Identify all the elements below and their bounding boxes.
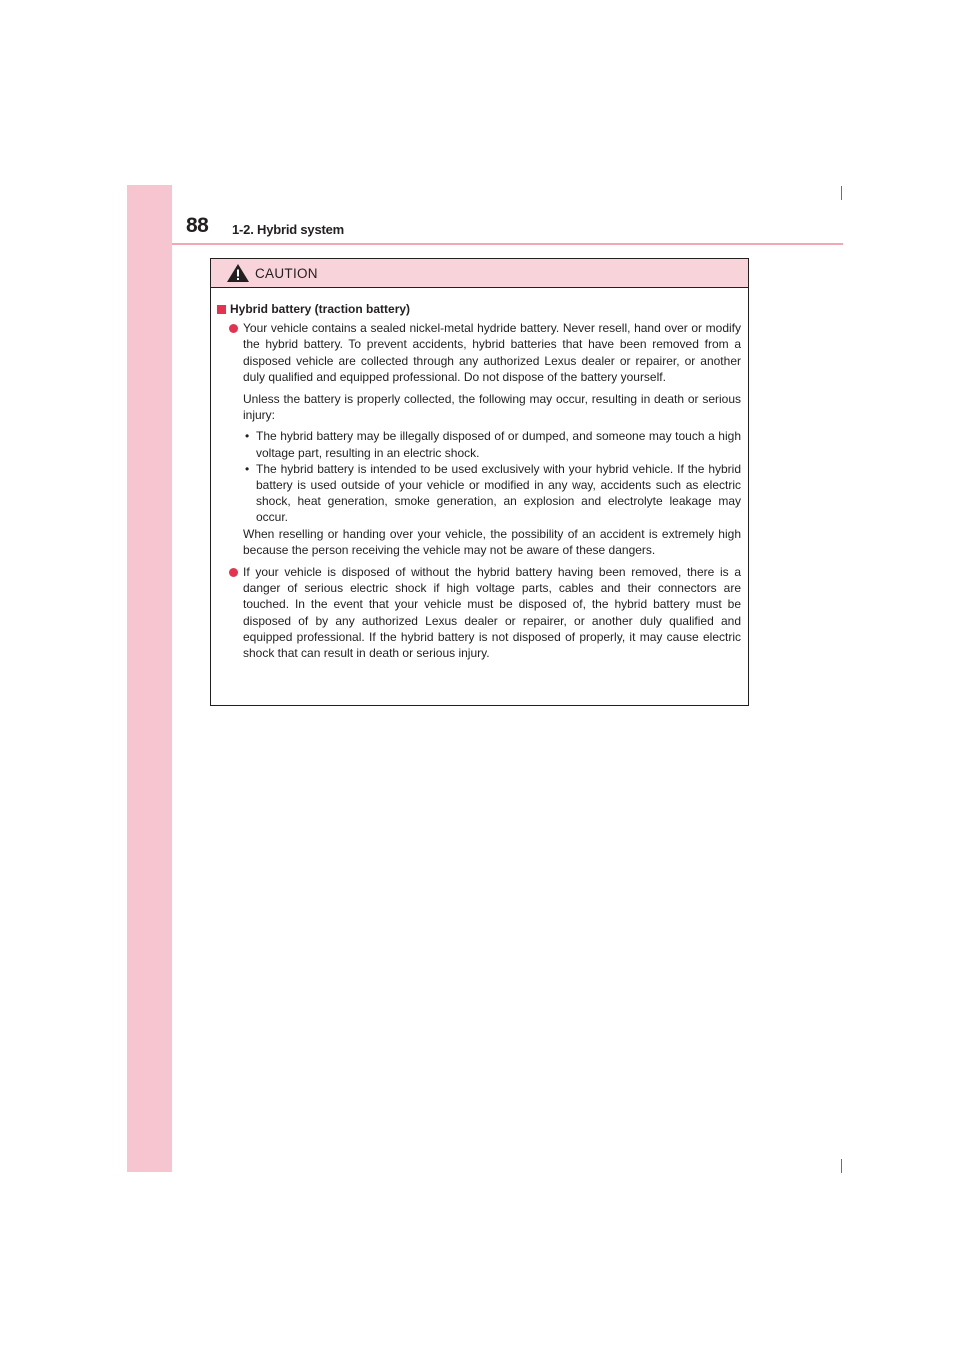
page-number: 88 — [186, 214, 209, 237]
square-bullet-icon — [217, 305, 226, 314]
warning-triangle-icon — [226, 263, 250, 283]
header-rule — [172, 243, 843, 245]
caution-body — [211, 288, 748, 661]
sub-list-item — [243, 428, 741, 460]
crop-mark-bottom-right — [841, 1159, 842, 1173]
bullet-1-text: Your vehicle contains a sealed nickel-metal hydride battery. Never resell, hand over or modify the hybrid battery. To prevent accidents, hybrid batteries that have been removed from a disposed vehicle are collected through any authorized Lexus dealer or repairer, or another duly qualified and equipped professional. Do not dispose of the battery yourself. — [243, 321, 741, 384]
side-tab-strip — [127, 185, 172, 1172]
caution-sub-list — [217, 428, 741, 525]
bullet-2-text: If your vehicle is disposed of without the hybrid battery having been removed, there is a danger of serious electric shock if high voltage parts, cables and their connectors are touched. In the event that your vehicle must be disposed of, the hybrid battery must be disposed of by any authorized Lexus dealer or repairer, or another duly qualified and equipped professional. If the hybrid battery is not disposed of properly, it may cause electric shock that can result in death or serious injury. — [243, 565, 741, 661]
sub-item-text: The hybrid battery may be illegally disposed of or dumped, and someone may touch a high voltage part, resulting in an electric shock. — [256, 429, 741, 460]
caution-bullet-1 — [217, 320, 741, 385]
caution-label: CAUTION — [255, 265, 318, 281]
caution-box — [210, 258, 749, 706]
caution-bullet-2 — [217, 564, 741, 661]
subheading-text: Hybrid battery (traction battery) — [230, 302, 411, 316]
sub-item-text: The hybrid battery is intended to be used exclusively with your hybrid vehicle. If the hybrid battery is used outside of your vehicle or modified in any way, accidents such as electric shock, heat generation, smoke generation, an explosion and electrolyte leakage may occur. — [256, 461, 741, 525]
section-title: 1-2. Hybrid system — [232, 222, 345, 237]
dot-bullet-icon: • — [245, 461, 250, 476]
caution-header — [211, 259, 748, 288]
crop-mark-top-right — [841, 186, 842, 200]
circle-bullet-icon — [229, 568, 238, 577]
dot-bullet-icon: • — [245, 429, 250, 444]
circle-bullet-icon — [229, 324, 238, 333]
caution-subheading — [217, 301, 741, 317]
caution-paragraph-1: Unless the battery is properly collected, the following may occur, resulting in death or serious injury: — [243, 392, 741, 423]
caution-paragraph-2: When reselling or handing over your vehicle, the possibility of an accident is extremely high because the person receiving the vehicle may not be aware of these dangers. — [243, 526, 741, 557]
sub-list-item — [243, 461, 741, 526]
